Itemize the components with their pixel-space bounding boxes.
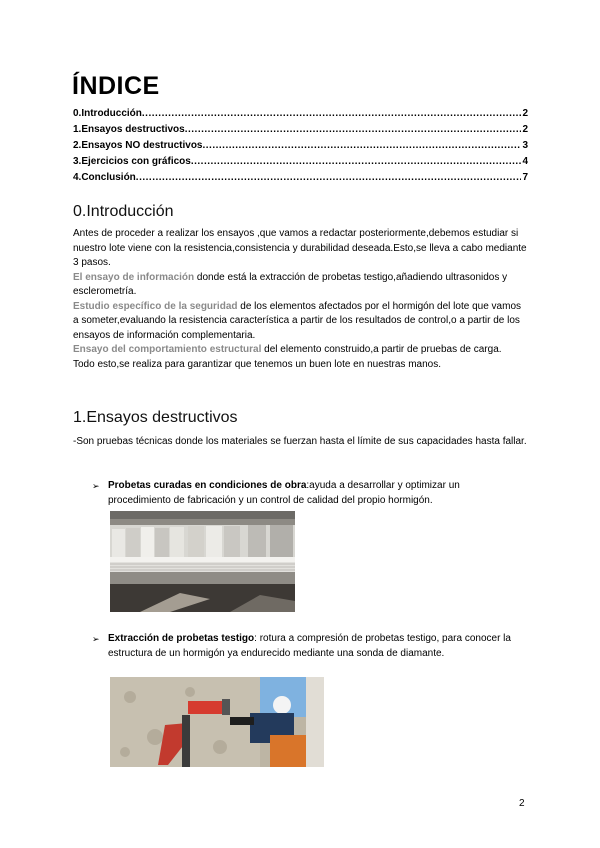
list-item-title: Extracción de probetas testigo [108, 633, 255, 644]
toc-entry[interactable] [73, 140, 528, 156]
toc-entry[interactable] [73, 124, 528, 140]
toc-entry-page: 2 [522, 124, 528, 135]
list-item [92, 632, 512, 661]
toc-entry-label: 1.Ensayos destructivos [73, 124, 185, 135]
arrow-bullet-icon: ➢ [92, 634, 100, 644]
table-of-contents [73, 108, 528, 188]
step-label-estructural: Ensayo del comportamiento estructural [73, 344, 262, 355]
list-item-text: : rotura a compresión de probetas testigo, para conocer la estructura de un hormigón ya endurecido mediante una sonda de diamante. [108, 633, 511, 659]
photo-curing-specimens [110, 511, 295, 612]
toc-leader-dots [203, 140, 522, 151]
step-text-informacion: donde está la extracción de probetas testigo,añadiendo ultrasonidos y esclerometría. [73, 271, 508, 297]
list-item-text: :ayuda a desarrollar y optimizar un procedimiento de fabricación y un control de calidad del propio hormigón. [108, 480, 460, 506]
toc-leader-dots [191, 156, 522, 167]
toc-entry-page: 4 [522, 156, 528, 167]
page-number: 2 [519, 798, 525, 809]
step-label-seguridad: Estudio específico de la seguridad [73, 300, 238, 312]
toc-entry-page: 3 [522, 140, 528, 151]
step-text-estructural: del elemento construido,a partir de pruebas de carga. [261, 344, 502, 355]
list-item [92, 479, 512, 508]
page-title: ÍNDICE [72, 72, 160, 100]
list-item-title: Probetas curadas en condiciones de obra [108, 480, 307, 491]
arrow-bullet-icon: ➢ [92, 481, 100, 491]
section-heading-introduccion: 0.Introducción [73, 203, 174, 220]
toc-leader-dots [136, 172, 522, 183]
toc-leader-dots [185, 124, 522, 135]
toc-entry[interactable] [73, 108, 528, 124]
intro-lead: Antes de proceder a realizar los ensayos ,que vamos a redactar posteriormente,debemos estudiar si nuestro lote viene con la resistencia,consistencia y durabilidad deseada.Esto,se lleva a cabo mediante 3 pasos. [73, 228, 527, 268]
step-label-informacion: El ensayo de información [73, 271, 195, 283]
toc-entry-label: 3.Ejercicios con gráficos [73, 156, 191, 167]
intro-closing: Todo esto,se realiza para garantizar que tenemos un buen lote en nuestras manos. [73, 358, 442, 370]
intro-paragraph [73, 227, 528, 372]
toc-entry[interactable] [73, 156, 528, 172]
section-heading-destructivos: 1.Ensayos destructivos [73, 409, 238, 426]
toc-entry-page: 2 [522, 108, 528, 119]
toc-entry[interactable] [73, 172, 528, 188]
toc-entry-label: 0.Introducción [73, 108, 142, 119]
toc-entry-page: 7 [522, 172, 528, 183]
toc-entry-label: 4.Conclusión [73, 172, 136, 183]
toc-leader-dots [142, 108, 522, 119]
destructivos-lead: -Son pruebas técnicas donde los materiales se fuerzan hasta el límite de sus capacidades hasta fallar. [73, 436, 527, 447]
toc-entry-label: 2.Ensayos NO destructivos [73, 140, 203, 151]
step-text-seguridad: de los elementos afectados por el hormigón del lote que vamos a someter,evaluando la resistencia característica a partir de los resultados de control,o a partir de los ensayos de información complementaria. [73, 300, 522, 341]
photo-core-drilling [110, 677, 324, 767]
